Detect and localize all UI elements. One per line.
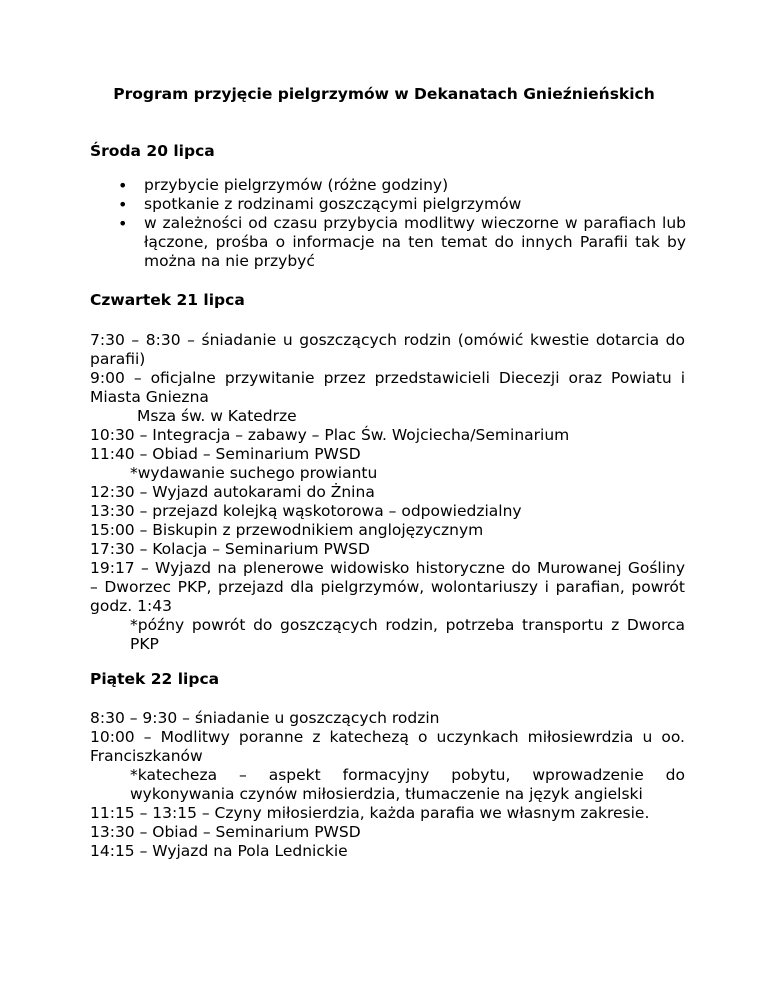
list-item: • spotkanie z rodzinami goszczącymi pielgrzymów [118, 195, 522, 214]
schedule-item: 19:17 – Wyjazd na plenerowe widowisko historyczne do Murowanej Gośliny – Dworzec PKP, przejazd dla pielgrzymów, wolontariuszy i parafian, powrót godz. 1:43 [90, 559, 685, 615]
schedule-item: 13:30 – Obiad – Seminarium PWSD [90, 823, 361, 841]
schedule-note: *późny powrót do goszczących rodzin, potrzeba transportu z Dworca PKP [130, 616, 685, 653]
schedule-item: 13:30 – przejazd kolejką wąskotorowa – odpowiedzialny [90, 502, 522, 520]
schedule-item: 14:15 – Wyjazd na Pola Lednickie [90, 842, 348, 860]
schedule-note: *katecheza – aspekt formacyjny pobytu, wprowadzenie do wykonywania czynów miłosierdzia, tłumaczenie na język angielski [130, 766, 685, 803]
bullet-icon: • [118, 214, 128, 233]
schedule-item: 12:30 – Wyjazd autokarami do Żnina [90, 483, 375, 501]
day1-bullet-list [118, 176, 686, 271]
schedule-item: 17:30 – Kolacja – Seminarium PWSD [90, 540, 370, 558]
day2-heading: Czwartek 21 lipca [90, 291, 245, 309]
day3-schedule [90, 709, 685, 861]
day2-schedule [90, 331, 685, 654]
schedule-item: 15:00 – Biskupin z przewodnikiem anglojęzycznym [90, 521, 484, 539]
schedule-item: 10:00 – Modlitwy poranne z katechezą o uczynkach miłosiewrdzia u oo. Franciszkanów [90, 728, 685, 765]
day3-heading: Piątek 22 lipca [90, 670, 220, 688]
schedule-item: 10:30 – Integracja – zabawy – Plac Św. Wojciecha/Seminarium [90, 426, 570, 444]
bullet-icon: • [118, 176, 128, 195]
schedule-item: 8:30 – 9:30 – śniadanie u goszczących rodzin [90, 709, 440, 727]
list-item: • w zależności od czasu przybycia modlitwy wieczorne w parafiach lub łączone, prośba o informacje na ten temat do innych Parafii tak by można na nie przybyć [118, 214, 686, 270]
document-title: Program przyjęcie pielgrzymów w Dekanatach Gnieźnieńskich [113, 85, 655, 103]
bullet-icon: • [118, 195, 128, 214]
schedule-item: 7:30 – 8:30 – śniadanie u goszczących rodzin (omówić kwestie dotarcia do parafii) [90, 331, 685, 368]
schedule-item: 9:00 – oficjalne przywitanie przez przedstawicieli Diecezji oraz Powiatu i Miasta Gniezna [90, 369, 685, 406]
list-item: • przybycie pielgrzymów (różne godziny) [118, 176, 449, 195]
schedule-item: 11:15 – 13:15 – Czyny miłosierdzia, każda parafia we własnym zakresie. [90, 804, 650, 822]
schedule-note: Msza św. w Katedrze [137, 407, 297, 425]
day1-heading: Środa 20 lipca [90, 142, 215, 160]
schedule-note: *wydawanie suchego prowiantu [130, 464, 378, 482]
schedule-item: 11:40 – Obiad – Seminarium PWSD [90, 445, 361, 463]
